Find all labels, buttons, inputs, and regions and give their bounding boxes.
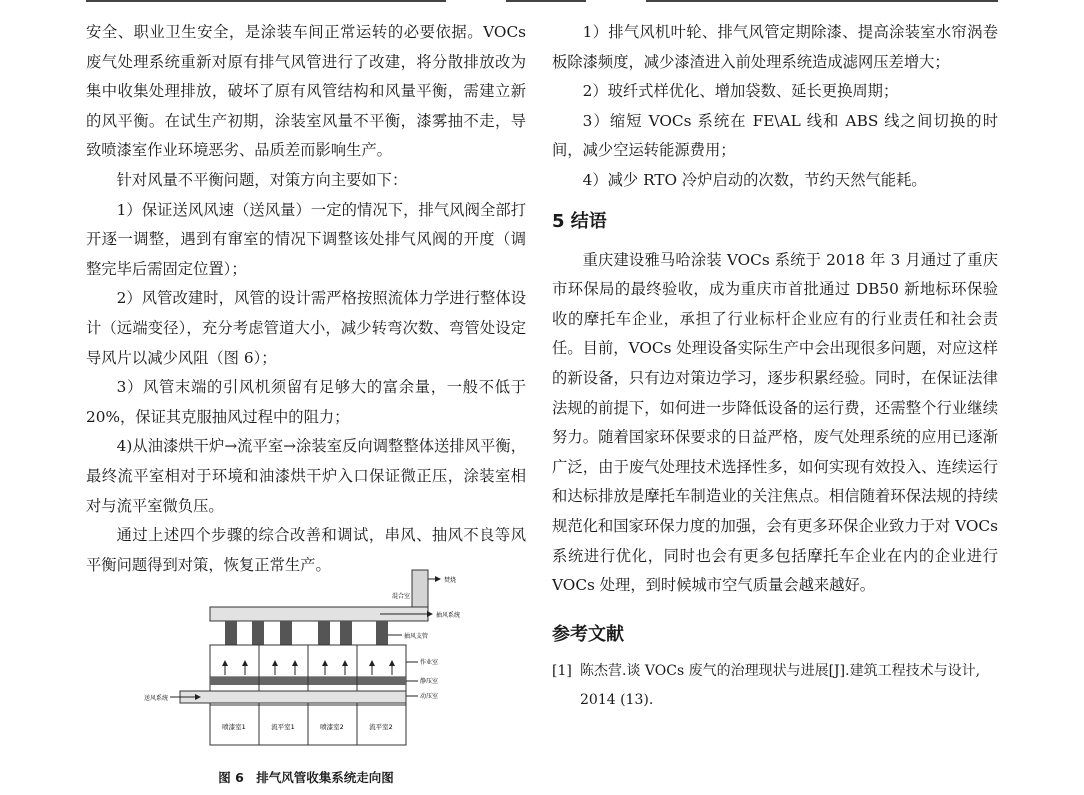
- branch-duct: [318, 621, 330, 645]
- figure-caption: 图 6 排气风管收集系统走向图: [218, 770, 394, 785]
- label-branch: 抽风支管: [404, 633, 429, 640]
- paragraph: 1）保证送风风速（送风量）一定的情况下，排气风阀全部打开逐一调整，遇到有窜室的情况下调整该处排气风阀的开度（调整完毕后需固定位置）；: [86, 200, 526, 278]
- branch-duct: [376, 621, 388, 645]
- reference-item: [552, 657, 998, 715]
- paragraph: 3）缩短 VOCs 系统在 FE\AL 线和 ABS 线之间切换的时间，减少空运转能源费用；: [552, 111, 998, 160]
- paragraph: 针对风量不平衡问题，对策方向主要如下：: [116, 170, 408, 189]
- label-mix-room: 混合室: [392, 593, 411, 600]
- branch-duct: [225, 621, 237, 645]
- header-rule-right: [646, 0, 998, 2]
- room-label: 流平室2: [369, 723, 393, 731]
- branch-duct: [280, 621, 292, 645]
- left-column: [86, 18, 526, 580]
- room-label: 喷漆室1: [222, 723, 246, 731]
- paragraph: 2）风管改建时，风管的设计需严格按照流体力学进行整体设计（远端变径），充分考虑管道大小，减少转弯次数、弯管处设定导风片以减少风阻（图 6）；: [86, 289, 526, 367]
- paragraph: 重庆建设雅马哈涂装 VOCs 系统于 2018 年 3 月通过了重庆市环保局的最终验收，成为重庆市首批通过 DB50 新地标环保验收的摩托车企业，承担了行业标杆企业应有的行业责任和社会责任。目前，VOCs 处理设备实际生产中会出现很多问题，对应这样的新设备，只有边对策边学习，逐步积累经验。同时，在保证法律法规的前提下，如何进一步降低设备的运行费，还需整个行业继续努力。随着国家环保要求的日益严格，废气处理系统的应用已逐渐广泛，由于废气处理技术选择性多，如何实现有效投入、连续运行和达标排放是摩托车制造业的关注焦点。相信随着环保法规的持续规范化和国家环保力度的加强，会有更多环保企业致力于对 VOCs 系统进行优化，同时也会有更多包括摩托车企业在内的企业进行 VOCs 处理，到时候城市空气质量会越来越好。: [552, 250, 998, 595]
- paragraph: 3）风管末端的引风机须留有足够大的富余量，一般不低于 20%，保证其克服抽风过程中的阻力；: [86, 378, 526, 426]
- label-dynamic-room: 动压室: [420, 693, 439, 700]
- label-incinerate: 焚烧: [444, 577, 457, 584]
- header-rule-middle: [506, 0, 586, 2]
- label-work-room: 作业室: [420, 659, 439, 666]
- reference-text: 陈杰营.谈 VOCs 废气的治理现状与进展[J].建筑工程技术与设计, 2014 (13).: [580, 662, 981, 708]
- duct-diagram: [140, 565, 470, 755]
- section-heading: 5 结语: [552, 210, 607, 232]
- paragraph: 通过上述四个步骤的综合改善和调试，串风、抽风不良等风平衡问题得到对策，恢复正常生产。: [86, 526, 526, 574]
- label-exhaust-system: 抽风系统: [436, 612, 461, 619]
- branch-duct: [340, 621, 352, 645]
- header-rule-left: [86, 0, 446, 2]
- paragraph: 2）玻纤式样优化、增加袋数、延长更换周期；: [582, 82, 899, 101]
- paragraph: 1）排气风机叶轮、排气风管定期除漆、提高涂装室水帘涡卷板除漆频度，减少漆渣进入前处理系统造成滤网压差增大；: [552, 23, 998, 71]
- right-column: [552, 18, 998, 715]
- label-static-room: 静压室: [420, 678, 439, 685]
- duct-system-figure: [140, 565, 470, 755]
- reference-number: [1]: [552, 662, 572, 679]
- header-rule: [86, 0, 998, 4]
- paragraph: 4）减少 RTO 冷炉启动的次数，节约天然气能耗。: [582, 170, 927, 189]
- air-supply-duct: [180, 691, 406, 703]
- branch-ducts: [225, 621, 388, 645]
- paragraph: 安全、职业卫生安全，是涂装车间正常运转的必要依据。VOCs废气处理系统重新对原有排气风管进行了改建，将分散排放改为集中收集处理排放，破坏了原有风管结构和风量平衡，需建立新的风平衡。在试生产初期，涂装室风量不平衡，漆雾抽不走，导致喷漆室作业环境恶劣、品质差而影响生产。: [86, 23, 526, 160]
- paragraph: 4)从油漆烘干炉→流平室→涂装室反向调整整体送排风平衡，最终流平室相对于环境和油漆烘干炉入口保证微正压，涂装室相对与流平室微负压。: [86, 437, 526, 515]
- branch-duct: [252, 621, 264, 645]
- room-label: 流平室1: [271, 723, 295, 731]
- room-label: 喷漆室2: [320, 723, 344, 731]
- label-air-supply: 送风系统: [144, 695, 169, 702]
- references-heading: 参考文献: [552, 623, 624, 645]
